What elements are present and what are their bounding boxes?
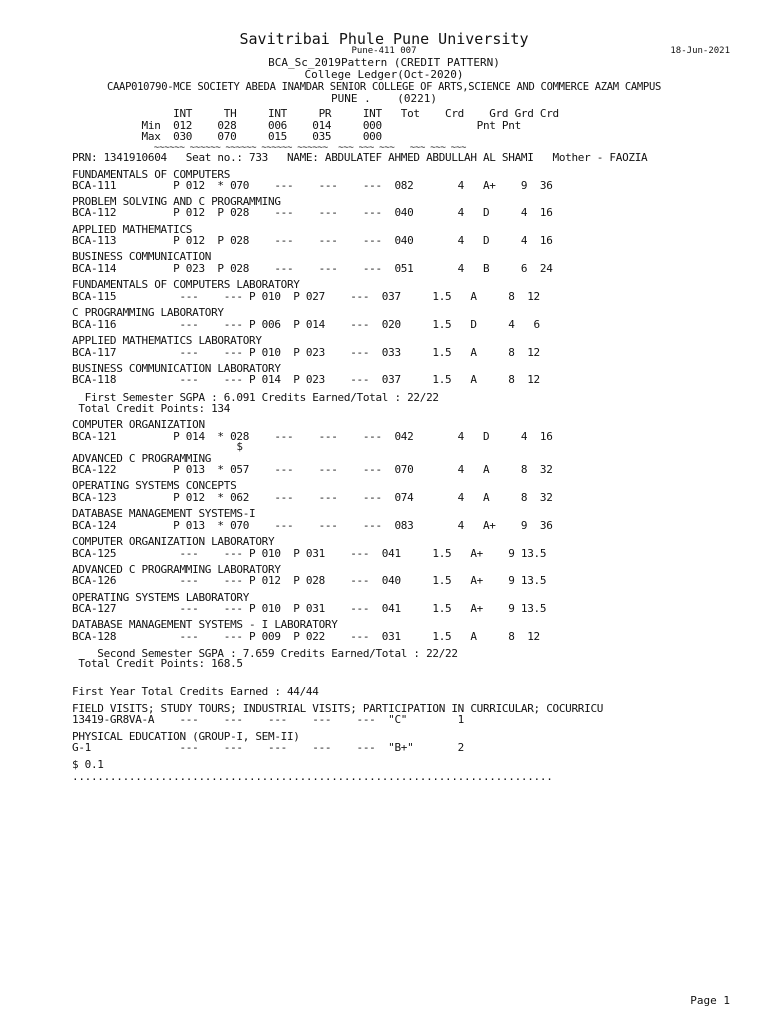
subject-name: C PROGRAMMING LABORATORY — [72, 306, 224, 319]
column-rule: ~~~~~~ ~~~~~~ ~~~~~~ ~~~~~~ ~~~~~~ ~~~ ~~~ ~~~ ~~~ ~~~ ~~~ — [72, 143, 467, 153]
subject-name: OPERATING SYSTEMS LABORATORY — [72, 591, 250, 604]
city-line: Pune-411 007 — [351, 46, 417, 56]
subject-row: BCA-128 --- --- P 009 P 022 --- 031 1.5 A 8 12 — [72, 630, 540, 643]
subject-name: ADVANCED C PROGRAMMING — [72, 452, 212, 465]
ledger-line: College Ledger(Oct-2020) — [304, 68, 464, 81]
college-line-2: PUNE . (0221) — [331, 92, 437, 105]
pattern-line: BCA_Sc_2019Pattern (CREDIT PATTERN) — [268, 56, 500, 69]
subject-row: BCA-112 P 012 P 028 --- --- --- 040 4 D 4 16 — [72, 206, 553, 219]
subject-row: BCA-123 P 012 * 062 --- --- --- 074 4 A 8 32 — [72, 491, 553, 504]
subject-name: FUNDAMENTALS OF COMPUTERS — [72, 168, 231, 181]
dollar-note: $ 0.1 — [72, 758, 104, 771]
subject-name: OPERATING SYSTEMS CONCEPTS — [72, 479, 237, 492]
subject-name: FUNDAMENTALS OF COMPUTERS LABORATORY — [72, 278, 300, 291]
student-info: PRN: 1341910604 Seat no.: 733 NAME: ABDULATEF AHMED ABDULLAH AL SHAMI Mother - FAOZIA — [72, 151, 648, 164]
subject-name: BUSINESS COMMUNICATION LABORATORY — [72, 362, 281, 375]
college-line-1: CAAP010790-MCE SOCIETY ABEDA INAMDAR SENIOR COLLEGE OF ARTS,SCIENCE AND COMMERCE AZAM CAMPUS — [107, 81, 661, 93]
subject-row: BCA-127 --- --- P 010 P 031 --- 041 1.5 A+ 9 13.5 — [72, 602, 547, 615]
subject-row: BCA-115 --- --- P 010 P 027 --- 037 1.5 A 8 12 — [72, 290, 540, 303]
subject-row: G-1 --- --- --- --- --- "B+" 2 — [72, 741, 464, 754]
subject-row: BCA-116 --- --- P 006 P 014 --- 020 1.5 D 4 6 — [72, 318, 540, 331]
column-headers: INT TH INT PR INT Tot Crd Grd Grd Crd — [72, 107, 559, 120]
dollar-mark: $ — [72, 440, 243, 453]
report-date: 18-Jun-2021 — [670, 46, 730, 56]
subject-name: FIELD VISITS; STUDY TOURS; INDUSTRIAL VISITS; PARTICIPATION IN CURRICULAR; COCURRICU — [72, 702, 604, 715]
subject-name: COMPUTER ORGANIZATION LABORATORY — [72, 535, 275, 548]
first-year-credits: First Year Total Credits Earned : 44/44 — [72, 685, 319, 698]
subject-name: DATABASE MANAGEMENT SYSTEMS-I — [72, 507, 256, 520]
subject-name: DATABASE MANAGEMENT SYSTEMS - I LABORATORY — [72, 618, 338, 631]
university-title: Savitribai Phule Pune University — [239, 30, 529, 48]
sem1-sgpa: First Semester SGPA : 6.091 Credits Earned/Total : 22/22 — [72, 391, 439, 404]
subject-row: BCA-111 P 012 * 070 --- --- --- 082 4 A+ 9 36 — [72, 179, 553, 192]
subject-row: BCA-113 P 012 P 028 --- --- --- 040 4 D 4 16 — [72, 234, 553, 247]
subject-row: BCA-121 P 014 * 028 --- --- --- 042 4 D 4 16 — [72, 430, 553, 443]
sem1-credit-points: Total Credit Points: 134 — [72, 402, 231, 415]
page-number: Page 1 — [690, 994, 730, 1007]
subject-row: BCA-114 P 023 P 028 --- --- --- 051 4 B 6 24 — [72, 262, 553, 275]
subject-row: BCA-118 --- --- P 014 P 023 --- 037 1.5 A 8 12 — [72, 373, 540, 386]
subject-row: BCA-126 --- --- P 012 P 028 --- 040 1.5 A+ 9 13.5 — [72, 574, 547, 587]
subject-row: BCA-122 P 013 * 057 --- --- --- 070 4 A 8 32 — [72, 463, 553, 476]
subject-name: APPLIED MATHEMATICS LABORATORY — [72, 334, 262, 347]
subject-name: APPLIED MATHEMATICS — [72, 223, 193, 236]
subject-name: BUSINESS COMMUNICATION — [72, 250, 212, 263]
subject-name: PROBLEM SOLVING AND C PROGRAMMING — [72, 195, 281, 208]
dotted-divider: ............................................................................ — [72, 770, 553, 783]
subject-row: 13419-GR8VA-A --- --- --- --- --- "C" 1 — [72, 713, 464, 726]
min-row: Min 012 028 006 014 000 Pnt Pnt — [72, 119, 521, 132]
sem2-sgpa: Second Semester SGPA : 7.659 Credits Earned/Total : 22/22 — [72, 647, 458, 660]
subject-row: BCA-124 P 013 * 070 --- --- --- 083 4 A+ 9 36 — [72, 519, 553, 532]
subject-name: PHYSICAL EDUCATION (GROUP-I, SEM-II) — [72, 730, 300, 743]
subject-row: BCA-117 --- --- P 010 P 023 --- 033 1.5 A 8 12 — [72, 346, 540, 359]
sem2-credit-points: Total Credit Points: 168.5 — [72, 657, 243, 670]
subject-name: ADVANCED C PROGRAMMING LABORATORY — [72, 563, 281, 576]
subject-name: COMPUTER ORGANIZATION — [72, 418, 205, 431]
max-row: Max 030 070 015 035 000 — [72, 130, 382, 143]
subject-row: BCA-125 --- --- P 010 P 031 --- 041 1.5 A+ 9 13.5 — [72, 547, 547, 560]
